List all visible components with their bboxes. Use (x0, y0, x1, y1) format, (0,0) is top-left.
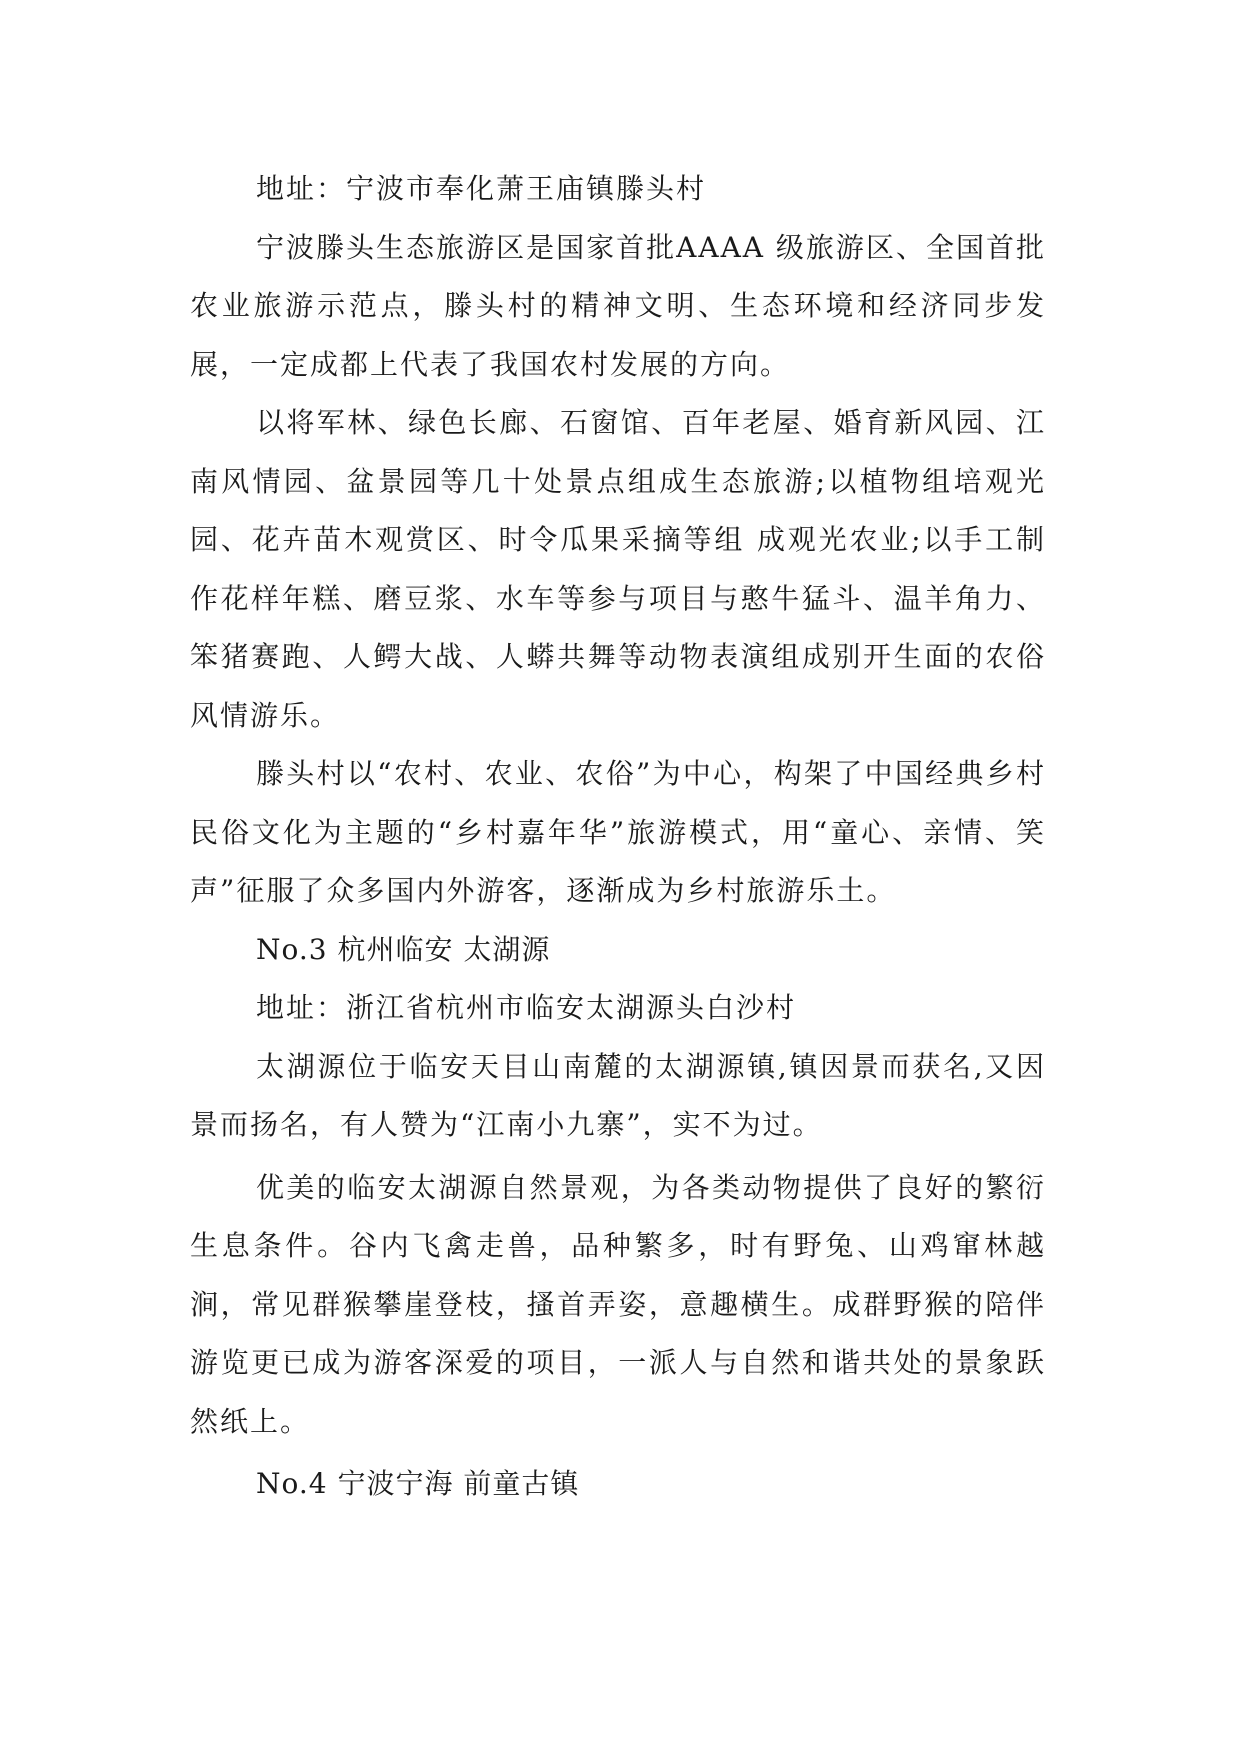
paragraph-taihuyuan-intro: 太湖源位于临安天目山南麓的太湖源镇,镇因景而获名,又因景而扬名，有人赞为“江南小九寨”，实不为过。 (190, 1049, 1046, 1141)
address-taihuyuan: 地址：浙江省杭州市临安太湖源头白沙村 (256, 991, 797, 1024)
paragraph-tengtou-intro: 宁波滕头生态旅游区是国家首批AAAA 级旅游区、全国首批农业旅游示范点，滕头村的精神文明、生态环境和经济同步发展，一定成都上代表了我国农村发展的方向。 (190, 230, 1046, 381)
heading-no3-taihuyuan: No.3 杭州临安 太湖源 (256, 932, 551, 966)
paragraph-tengtou-theme: 滕头村以“农村、农业、农俗”为中心，构架了中国经典乡村民俗文化为主题的“乡村嘉年华”旅游模式，用“童心、亲情、笑声”征服了众多国内外游客，逐渐成为乡村旅游乐土。 (190, 757, 1046, 907)
document-body (190, 160, 1046, 1514)
paragraph-taihuyuan-wildlife: 优美的临安太湖源自然景观，为各类动物提供了良好的繁衍生息条件。谷内飞禽走兽，品种繁多，时有野兔、山鸡窜林越涧，常见群猴攀崖登枝，搔首弄姿，意趣横生。成群野猴的陪伴游览更已成为游客深爱的项目，一派人与自然和谐共处的景象跃然纸上。 (190, 1170, 1046, 1438)
paragraph-tengtou-attractions: 以将军林、绿色长廊、石窗馆、百年老屋、婚育新风园、江南风情园、盆景园等几十处景点组成生态旅游;以植物组培观光园、花卉苗木观赏区、时令瓜果采摘等组 成观光农业;以手工制作花样年糕、磨豆浆、水车等参与项目与憨牛猛斗、温羊角力、笨猪赛跑、人鳄大战、人蟒共舞等动物表演组成别开生面的农俗风情游乐。 (190, 406, 1046, 732)
address-tengtou: 地址：宁波市奉化萧王庙镇滕头村 (256, 172, 707, 205)
heading-no4-qiantong: No.4 宁波宁海 前童古镇 (256, 1467, 580, 1500)
